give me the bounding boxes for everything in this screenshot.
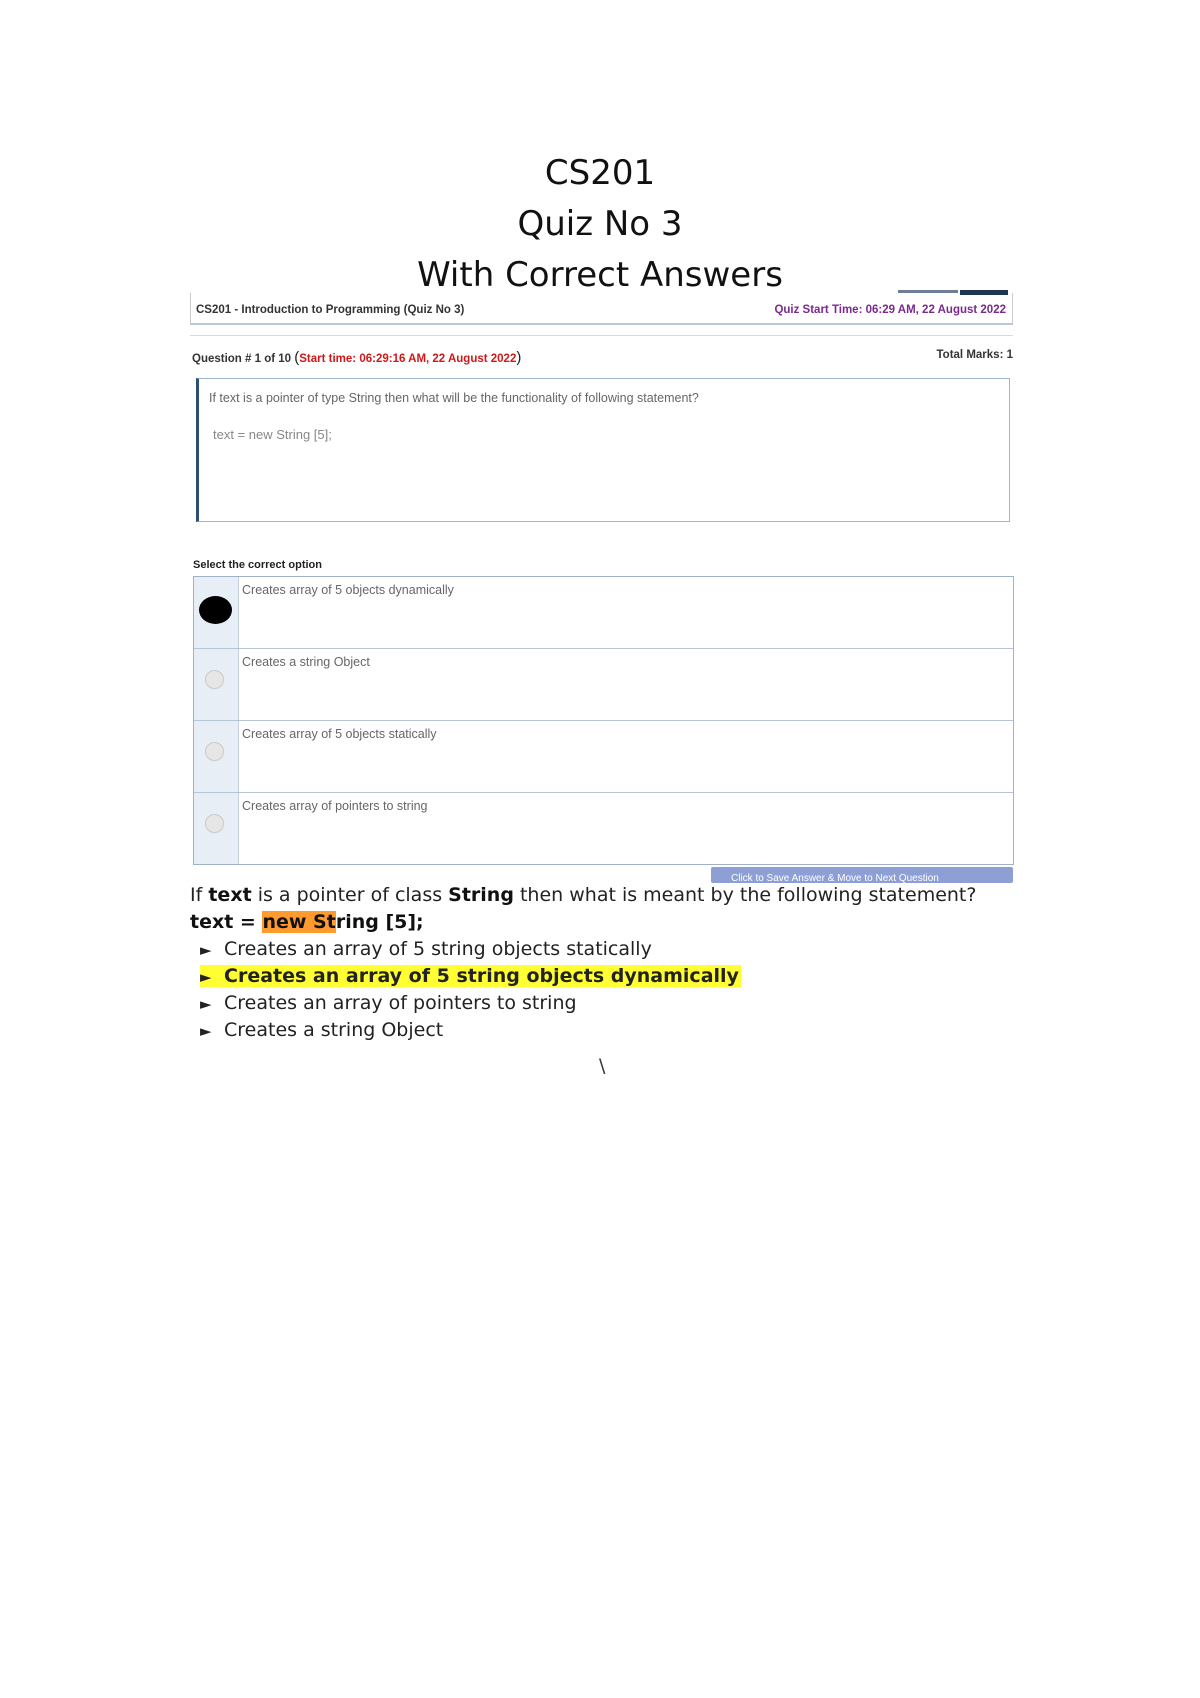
- answer-option: [190, 936, 1090, 963]
- bullet-icon: ►: [200, 941, 212, 959]
- radio-icon[interactable]: [205, 742, 224, 761]
- option-label: Creates array of pointers to string: [242, 799, 428, 813]
- radio-icon[interactable]: [205, 814, 224, 833]
- option-row[interactable]: [194, 792, 1013, 864]
- question-info: [192, 349, 521, 366]
- options-table: [193, 576, 1014, 865]
- document-title: [0, 148, 1200, 301]
- q-part3: then what is meant by the following statement?: [513, 884, 977, 906]
- q-part1: If: [190, 884, 209, 906]
- option-label: Creates array of 5 objects statically: [242, 727, 437, 741]
- quiz-start-time: Quiz Start Time: 06:29 AM, 22 August 2022: [774, 304, 1006, 316]
- bullet-icon: ►: [200, 1022, 212, 1040]
- answer-question: [190, 882, 1090, 909]
- header-tab-strip: [898, 290, 1008, 294]
- answer-option: [190, 990, 1090, 1017]
- answer-option-correct: [190, 963, 1090, 990]
- code-new-highlight: new St: [262, 911, 336, 933]
- course-title: CS201 - Introduction to Programming (Quiz No 3): [196, 304, 465, 316]
- option-label: Creates a string Object: [242, 655, 370, 669]
- select-option-label: Select the correct option: [193, 559, 322, 571]
- option-row[interactable]: [194, 577, 1013, 648]
- answer-option-label: Creates an array of 5 string objects dynamically: [224, 965, 739, 987]
- q-text-keyword: text: [208, 884, 252, 906]
- total-marks: Total Marks: 1: [936, 349, 1013, 361]
- option-label: Creates array of 5 objects dynamically: [242, 583, 454, 597]
- question-box: [196, 378, 1010, 522]
- save-next-label: Click to Save Answer & Move to Next Question: [731, 873, 939, 883]
- code-text: text =: [190, 911, 263, 933]
- answer-option-label: Creates an array of pointers to string: [224, 992, 577, 1014]
- title-quiz: Quiz No 3: [517, 204, 683, 244]
- quiz-screenshot: [190, 291, 1013, 883]
- question-code: text = new String [5];: [213, 427, 332, 442]
- option-row[interactable]: [194, 648, 1013, 720]
- question-start-time: Start time: 06:29:16 AM, 22 August 2022: [299, 353, 517, 365]
- answer-option-label: Creates a string Object: [224, 1019, 444, 1041]
- divider: [190, 335, 1013, 336]
- answer-option: [190, 1017, 1090, 1044]
- question-text: If text is a pointer of type String then what will be the functionality of following statement?: [209, 391, 699, 405]
- bullet-icon: ►: [200, 995, 212, 1013]
- quiz-header-bar: [190, 293, 1013, 325]
- paren-close: ): [516, 349, 522, 366]
- save-next-button[interactable]: [711, 867, 1013, 883]
- radio-icon[interactable]: [205, 670, 224, 689]
- title-course: CS201: [544, 153, 656, 193]
- answer-section: [190, 882, 1090, 1044]
- answer-code: [190, 909, 1090, 936]
- code-rest: ring [5];: [335, 911, 424, 933]
- stray-mark: \: [599, 1055, 606, 1077]
- paren-open: (: [294, 349, 300, 366]
- question-number: Question # 1 of 10: [192, 353, 292, 365]
- title-subtitle: With Correct Answers: [417, 255, 783, 295]
- radio-selected-icon[interactable]: [199, 596, 232, 624]
- bullet-icon: ►: [200, 968, 212, 986]
- q-string-keyword: String: [448, 884, 514, 906]
- answer-option-label: Creates an array of 5 string objects statically: [224, 938, 652, 960]
- q-part2: is a pointer of class: [251, 884, 449, 906]
- option-row[interactable]: [194, 720, 1013, 792]
